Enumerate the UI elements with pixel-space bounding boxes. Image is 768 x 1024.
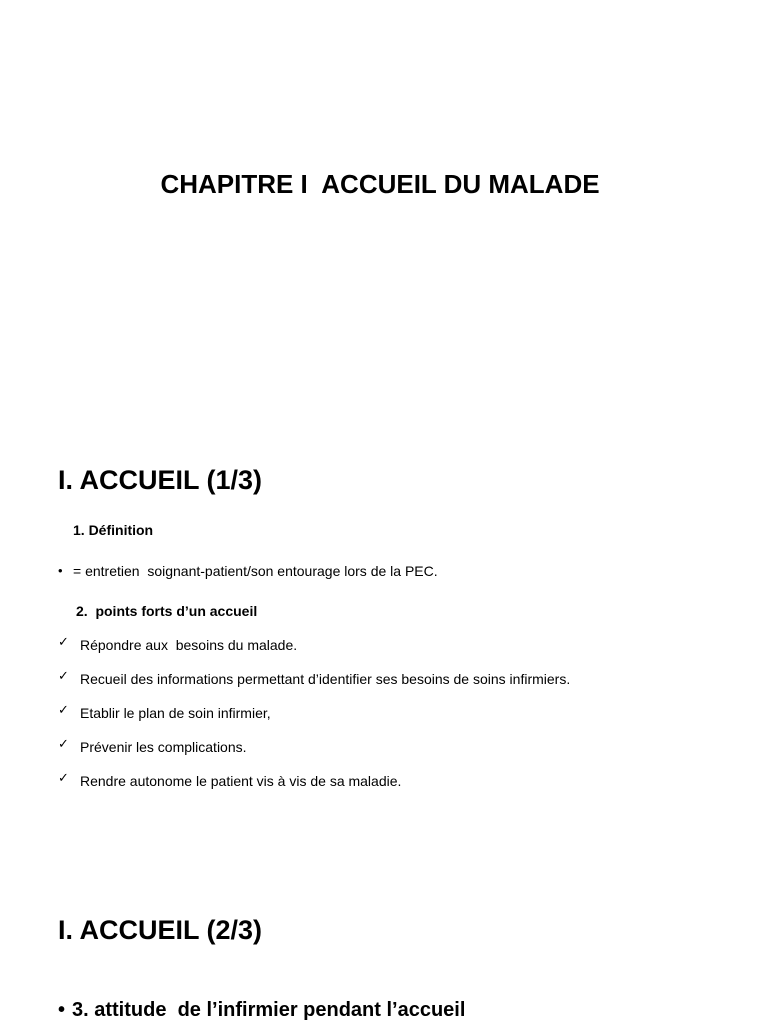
- checkmark-icon: ✓: [58, 634, 69, 649]
- list-item: Etablir le plan de soin infirmier,: [80, 705, 271, 721]
- definition-heading: 1. Définition: [73, 522, 154, 538]
- definition-text: = entretien soignant-patient/son entourage lors de la PEC.: [73, 563, 438, 579]
- section-title-accueil-2: I. ACCUEIL (2/3): [58, 915, 263, 945]
- list-item: Prévenir les complications.: [80, 739, 247, 755]
- attitude-heading: 3. attitude de l’infirmier pendant l’accueil: [72, 999, 466, 1021]
- list-item: Répondre aux besoins du malade.: [80, 637, 298, 653]
- bullet-icon: •: [58, 999, 66, 1021]
- checkmark-icon: ✓: [58, 736, 69, 751]
- section-title-accueil-1: I. ACCUEIL (1/3): [58, 465, 263, 495]
- checkmark-icon: ✓: [58, 702, 69, 717]
- chapter-title: CHAPITRE I ACCUEIL DU MALADE: [160, 169, 600, 199]
- bullet-icon: •: [58, 563, 63, 578]
- checkmark-icon: ✓: [58, 770, 69, 785]
- list-item: Rendre autonome le patient vis à vis de sa maladie.: [80, 773, 402, 789]
- points-heading: 2. points forts d’un accueil: [76, 603, 258, 619]
- list-item: Recueil des informations permettant d’identifier ses besoins de soins infirmiers.: [80, 671, 571, 687]
- checkmark-icon: ✓: [58, 668, 69, 683]
